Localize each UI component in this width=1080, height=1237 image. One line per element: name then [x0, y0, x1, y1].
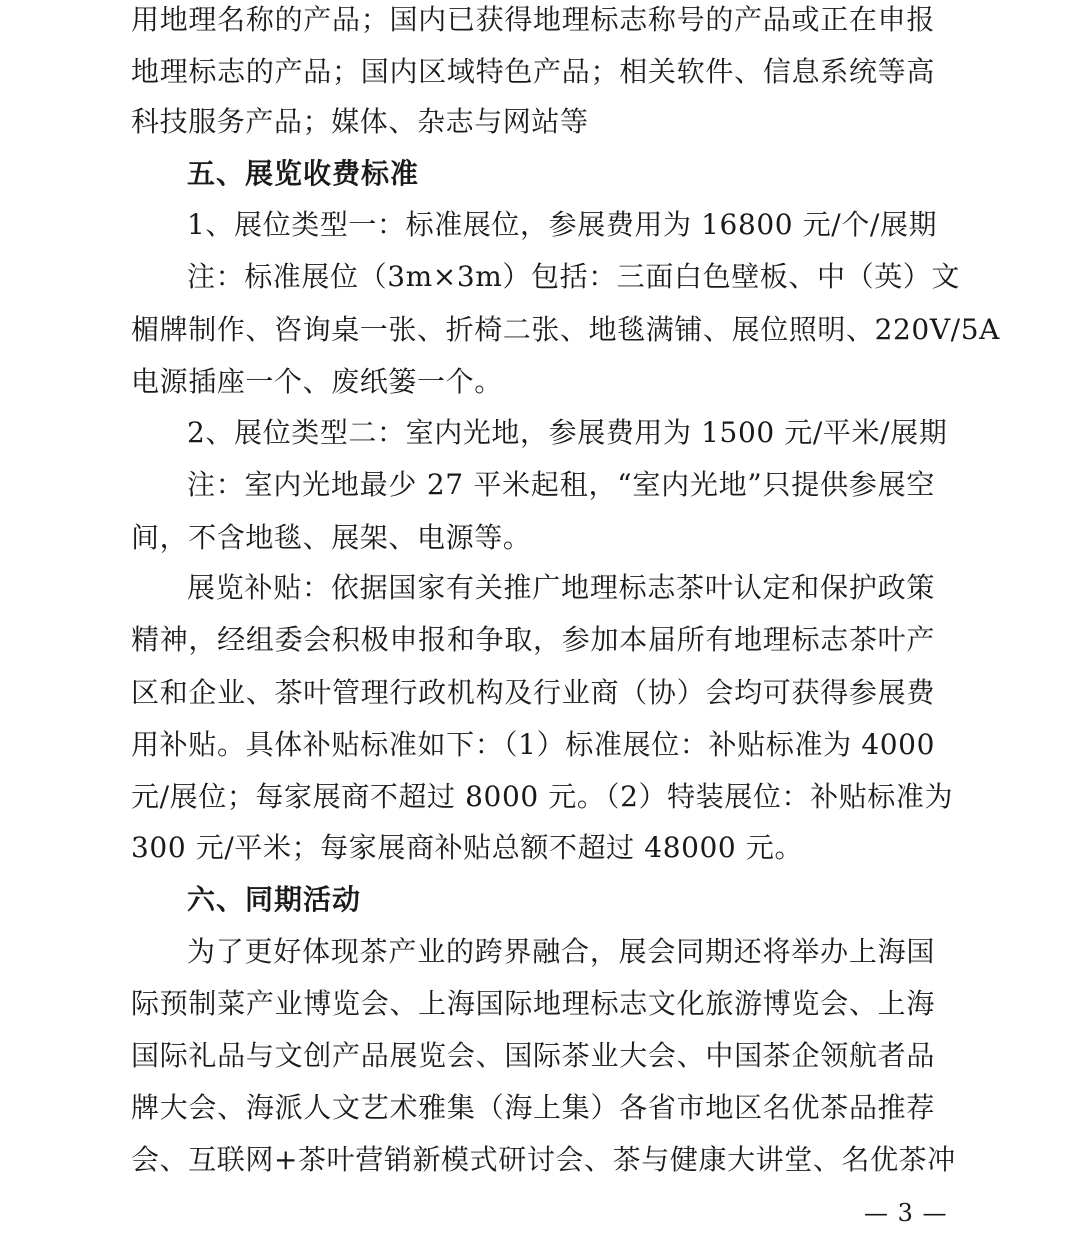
text-line: 展览补贴：依据国家有关推广地理标志茶叶认定和保护政策 — [187, 571, 935, 604]
text-line: 2、展位类型二：室内光地，参展费用为 1500 元/平米/展期 — [187, 416, 948, 449]
section-heading: 六、同期活动 — [187, 883, 362, 916]
text-line: 地理标志的产品；国内区域特色产品；相关软件、信息系统等高 — [131, 55, 935, 88]
text-line: 为了更好体现茶产业的跨界融合，展会同期还将举办上海国 — [187, 935, 935, 968]
section-heading: 五、展览收费标准 — [187, 157, 420, 190]
page-number: — 3 — — [864, 1199, 948, 1227]
text-line: 电源插座一个、废纸篓一个。 — [131, 365, 503, 398]
text-line: 300 元/平米；每家展商补贴总额不超过 48000 元。 — [131, 831, 804, 864]
text-line: 区和企业、茶叶管理行政机构及行业商（协）会均可获得参展费 — [131, 676, 935, 709]
text-line: 间，不含地毯、展架、电源等。 — [131, 521, 532, 554]
text-line: 注：标准展位（3m×3m）包括：三面白色壁板、中（英）文 — [187, 260, 960, 293]
text-line: 楣牌制作、咨询桌一张、折椅二张、地毯满铺、展位照明、220V/5A — [131, 313, 1000, 346]
text-line: 元/展位；每家展商不超过 8000 元。（2）特装展位：补贴标准为 — [131, 780, 954, 813]
text-line: 精神，经组委会积极申报和争取，参加本届所有地理标志茶叶产 — [131, 623, 935, 656]
text-line: 牌大会、海派人文艺术雅集（海上集）各省市地区名优茶品推荐 — [131, 1091, 935, 1124]
text-line: 注：室内光地最少 27 平米起租，“室内光地”只提供参展空 — [187, 468, 935, 501]
text-line: 用地理名称的产品；国内已获得地理标志称号的产品或正在申报 — [131, 3, 935, 36]
text-line: 会、互联网+茶叶营销新模式研讨会、茶与健康大讲堂、名优茶冲 — [131, 1143, 956, 1176]
text-line: 际预制菜产业博览会、上海国际地理标志文化旅游博览会、上海 — [131, 987, 935, 1020]
text-line: 用补贴。具体补贴标准如下：（1）标准展位：补贴标准为 4000 — [131, 728, 935, 761]
text-line: 1、展位类型一：标准展位，参展费用为 16800 元/个/展期 — [187, 208, 938, 241]
text-line: 科技服务产品；媒体、杂志与网站等 — [131, 105, 589, 138]
text-line: 国际礼品与文创产品展览会、国际茶业大会、中国茶企领航者品 — [131, 1039, 935, 1072]
